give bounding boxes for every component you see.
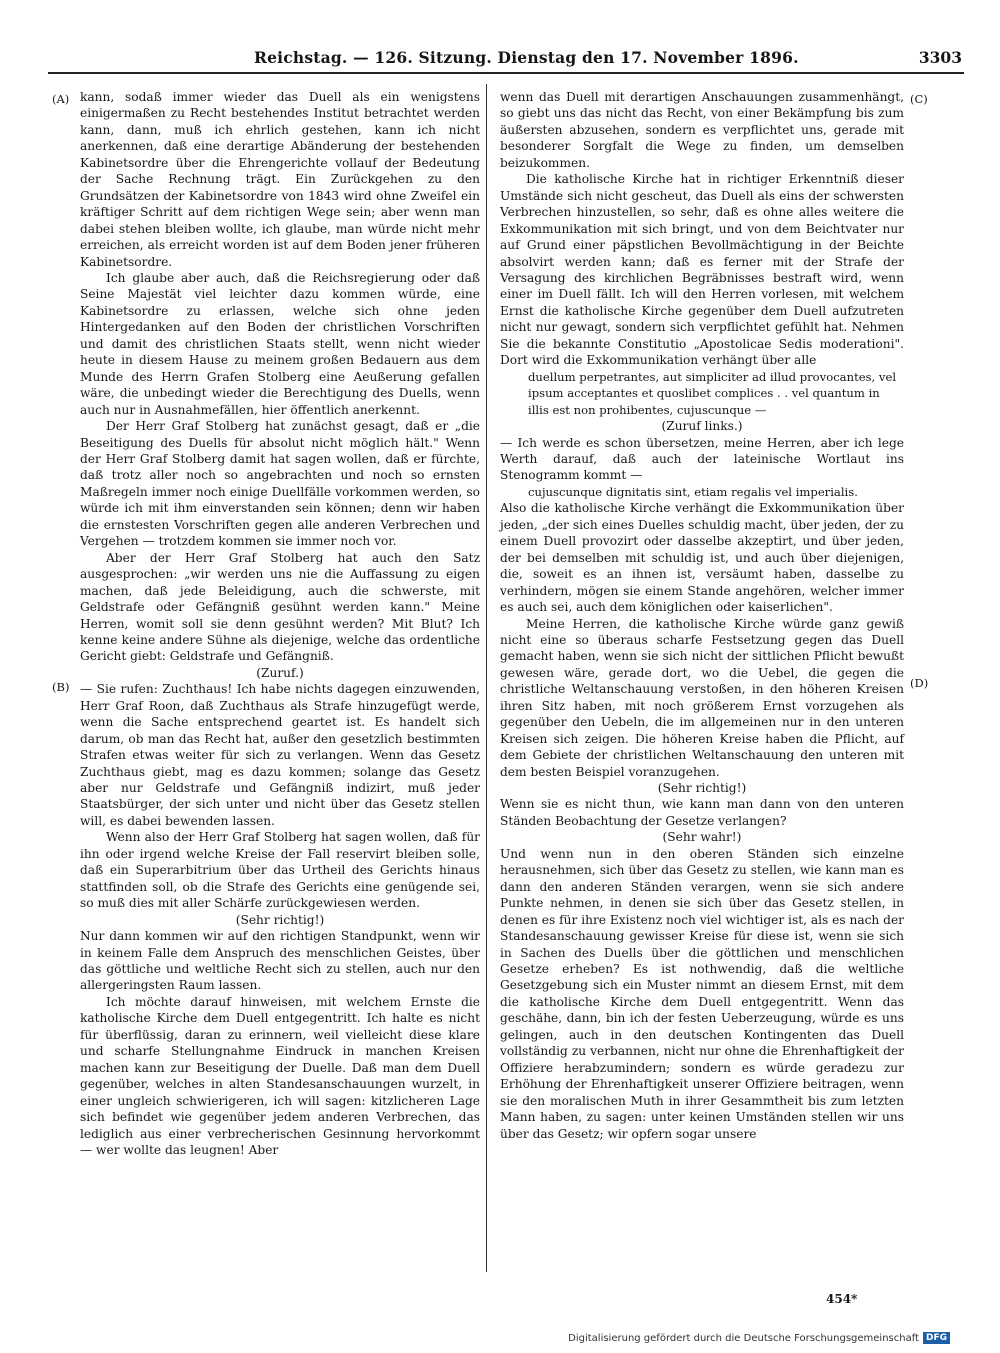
paragraph: Also die katholische Kirche verhängt die Exkommunikation über jeden, „der sich eines Duelles schuldig macht, über jeden, der zu einem Duell provozirt oder dasselbe akzeptirt, und über jeden, der bei demselben mit schuldig ist, und auch über diejenigen, die, soweit es an ihnen ist, versäumt haben, dasselbe zu verhindern, mögen sie einem Stande angehören, welcher immer es auch sei, auch dem königlichen oder kaiserlichen".: [500, 501, 904, 615]
paragraph: Ich glaube aber auch, daß die Reichsregierung oder daß Seine Majestät viel leichter dazu kommen würde, eine Kabinetsordre zu erlassen, welche sich ohne jeden Hintergedanken auf den Boden der christlichen Vorschriften und damit des christlichen Staats stellt, wenn nicht wieder heute in diesem Hause zu meinem großen Bedauern aus dem Munde des Herrn Grafen Stolberg eine Aeußerung gefallen wäre, die unbedingt wieder die Berechtigung des Duells, wenn auch nur in Ausnahmefällen, hier öffentlich anerkennt.: [80, 270, 480, 417]
interjection: (Zuruf.): [256, 665, 304, 680]
page-header: [40, 48, 962, 70]
margin-marker-b: (B): [52, 680, 70, 694]
paragraph: — Sie rufen: Zuchthaus! Ich habe nichts dagegen einzuwenden, Herr Graf Roon, daß Zuchthaus als Strafe hinzugefügt werde, wenn die Sache entsprechend geartet ist. Es handelt sich darum, ob man das Recht hat, außer den gesetzlich bestimmten Strafen etwas weiter für sich zu verlangen. Wenn das Gesetz Zuchthaus giebt, mag es dazu kommen; solange das Gesetz aber nur Geldstrafe und Gefängniß indizirt, muß jeder Staatsbürger, der sich unter und nicht über das Gesetz stellen will, es dabei bewenden lassen.: [80, 682, 480, 828]
paragraph: Wenn sie es nicht thun, wie kann man dann von den unteren Ständen Beobachtung der Gesetze verlangen?: [500, 797, 904, 828]
paragraph: Wenn also der Herr Graf Stolberg hat sagen wollen, daß für ihn oder irgend welche Kreise der Fall reservirt bleiben solle, daß ein Superarbitrium über das Urtheil des Gerichts hinaus stattfinden soll, ob die Strafe des Gerichts eine genügende sei, so muß dies mit aller Schärfe zurückgewiesen werden.: [80, 830, 480, 911]
latin-quotation: cujuscunque dignitatis sint, etiam regalis vel imperialis.: [528, 484, 858, 499]
paragraph: kann, sodaß immer wieder das Duell als ein wenigstens einigermaßen zu Recht bestehendes Institut betrachtet werden kann, dann, muß ich ehrlich gestehen, kann ich nicht anerkennen, daß eine derartige Abänderung der bestehenden Kabinetsordre über die Ehrengerichte vollauf der Bedeutung der Sache Rechnung trägt. Ein Zurückgehen zu den Grundsätzen der Kabinetsordre von 1843 wird ohne Zweifel ein kräftiger Schritt auf dem richtigen Wege sein; aber wenn man dabei stehen bleiben wollte, ich glaube, man würde nicht mehr erreichen, als erreicht worden ist auf dem Boden jener früheren Kabinetsordre.: [80, 90, 480, 269]
column-divider: [486, 84, 487, 1272]
funding-text: Digitalisierung gefördert durch die Deutsche Forschungsgemeinschaft: [568, 1332, 919, 1344]
paragraph: Meine Herren, die katholische Kirche würde ganz gewiß nicht eine so überaus scharfe Festsetzung gegen das Duell gemacht haben, wenn sie sich nicht der sittlichen Pflicht bewußt gewesen wäre, gerade dort, wo die Uebel, die gegen die christliche Weltanschauung verstoßen, in den höheren Kreisen ihren Sitz haben, mit noch größerem Ernst vorzugehen als gegenüber den Uebeln, die im allgemeinen nur in den unteren Kreisen sich zeigen. Die höheren Kreise haben die Pflicht, auf dem Gebiete der christlichen Weltanschauung den unteren mit dem besten Beispiel voranzugehen.: [500, 616, 904, 779]
header-rule: [48, 72, 964, 74]
margin-marker-c: (C): [910, 92, 928, 106]
funding-note: [568, 1332, 950, 1344]
paragraph: Ich möchte darauf hinweisen, mit welchem Ernste die katholische Kirche dem Duell entgegentritt. Ich halte es nicht für überflüssig, daran zu erinnern, weil vielleicht diese klare und scharfe Stellungnahme Eindruck in manchen Kreisen machen kann zur Beseitigung der Duelle. Daß man dem Duell gegenüber, welches in alten Standesanschauungen wurzelt, in einer ungleich schwierigeren, ich will sagen: kitzlicheren Lage sich befindet wie gegenüber jedem anderen Verbrechen, das lediglich aus einer verbrecherischen Gesinnung hervorkommt — wer wollte das leugnen! Aber: [80, 994, 480, 1157]
paragraph: — Ich werde es schon übersetzen, meine Herren, aber ich lege Werth darauf, daß auch der lateinische Wortlaut ins Stenogramm kommt —: [500, 435, 904, 483]
right-column: [500, 89, 904, 1142]
margin-marker-a: (A): [52, 92, 70, 106]
paragraph: Aber der Herr Graf Stolberg hat auch den Satz ausgesprochen: „wir werden uns nie die Auffassung zu eigen machen, daß jede Beleidigung, auch die schwerste, mit Geldstrafe oder Gefängniß gesühnt werden kann." Meine Herren, womit soll sie denn gesühnt werden? Mit Blut? Ich kenne keine andere Sühne als diejenige, welche das ordentliche Gericht giebt: Geldstrafe und Gefängniß.: [80, 550, 480, 664]
printer-signature-mark: 454*: [826, 1292, 858, 1306]
interjection: (Sehr richtig!): [657, 781, 747, 796]
latin-quotation: duellum perpetrantes, aut simpliciter ad illud provocantes, vel ipsum acceptantes et quoslibet complices . . vel quantum in illis est non prohibentes, cujuscunque —: [528, 369, 897, 417]
paragraph: Der Herr Graf Stolberg hat zunächst gesagt, daß er „die Beseitigung des Duells für absolut nicht möglich hält." Wenn der Herr Graf Stolberg damit hat sagen wollen, daß er fürchte, daß trotz aller noch so angebrachten und noch so ernsten Maßregeln immer noch einige Duellfälle vorkommen werden, so würde ich mit ihm einverstanden sein können; denn wir haben die ernstesten Vorschriften gegen alle anderen Verbrechen und Vergehen — trotzdem kommen sie immer noch vor.: [80, 419, 480, 549]
page-number: 3303: [918, 48, 962, 67]
running-title: Reichstag. — 126. Sitzung. Dienstag den 17. November 1896.: [254, 48, 799, 67]
paragraph: wenn das Duell mit derartigen Anschauungen zusammenhängt, so giebt uns das nicht das Recht, von einer Bekämpfung bis zum äußersten abzusehen, sondern es verpflichtet uns, gerade mit besonderer Sorgfalt die Wege zu finden, um demselben beizukommen.: [500, 90, 904, 170]
interjection: (Zuruf links.): [661, 419, 743, 434]
margin-marker-d: (D): [910, 676, 929, 690]
paragraph: Die katholische Kirche hat in richtiger Erkenntniß dieser Umstände sich nicht gescheut, das Duell als eins der schwersten Verbrechen hinzustellen, so sehr, daß es ohne alles weitere die Exkommunikation mit sich bringt, und von dem Beichtvater nur auf Grund einer päpstlichen Bevollmächtigung in der Beichte absolvirt werden kann; daß es ferner mit der Strafe der Versagung des kirchlichen Begräbnisses bestraft wird, wenn einer im Duell fällt. Ich will den Herren vorlesen, mit welchem Ernst die katholische Kirche gegenüber dem Duell aufzutreten nicht nur gewagt, sondern sich verpflichtet gefühlt hat. Nehmen Sie die bekannte Constitutio „Apostolicae Sedis moderationi". Dort wird die Exkommunikation verhängt über alle: [500, 172, 904, 368]
interjection: (Sehr richtig!): [235, 912, 325, 927]
paragraph: Nur dann kommen wir auf den richtigen Standpunkt, wenn wir in keinem Falle dem Anspruch des menschlichen Geistes, über das göttliche und weltliche Recht sich zu stellen, auch nur den allergeringsten Raum lassen.: [80, 929, 480, 993]
interjection: (Sehr wahr!): [662, 830, 742, 845]
left-column: [80, 89, 480, 1158]
dfg-logo: DFG: [923, 1332, 950, 1344]
paragraph: Und wenn nun in den oberen Ständen sich einzelne herausnehmen, sich über das Gesetz zu stellen, wie kann man es dann den anderen Ständen verargen, wenn sie sich andere Punkte nehmen, in denen sie sich über das Gesetz stellen, in denen es für ihre Existenz noch viel wichtiger ist, als es nach der Standesanschauung gewisser Kreise für diese ist, wenn sie sich in Sachen des Duells über die göttlichen und menschlichen Gesetze erheben? Es ist nothwendig, daß die weltliche Gesetzgebung sich ein Muster nimmt an diesem Ernst, mit dem die katholische Kirche dem Duell entgegentritt. Wenn das geschähe, dann, bin ich der festen Ueberzeugung, würde es uns gelingen, auch in den deutschen Kontingenten das Duell vollständig zu verbannen, nicht nur ohne die Ehrenhaftigkeit der Offiziere herabzumindern; sondern es würde geradezu zur Erhöhung der Ehrenhaftigkeit unserer Offiziere beitragen, wenn sie den moralischen Muth in ihrer Gesammtheit bis zum letzten Mann haben, zu sagen: unter keinen Umständen stellen wir uns über das Gesetz; wir opfern sogar unsere: [500, 846, 904, 1141]
